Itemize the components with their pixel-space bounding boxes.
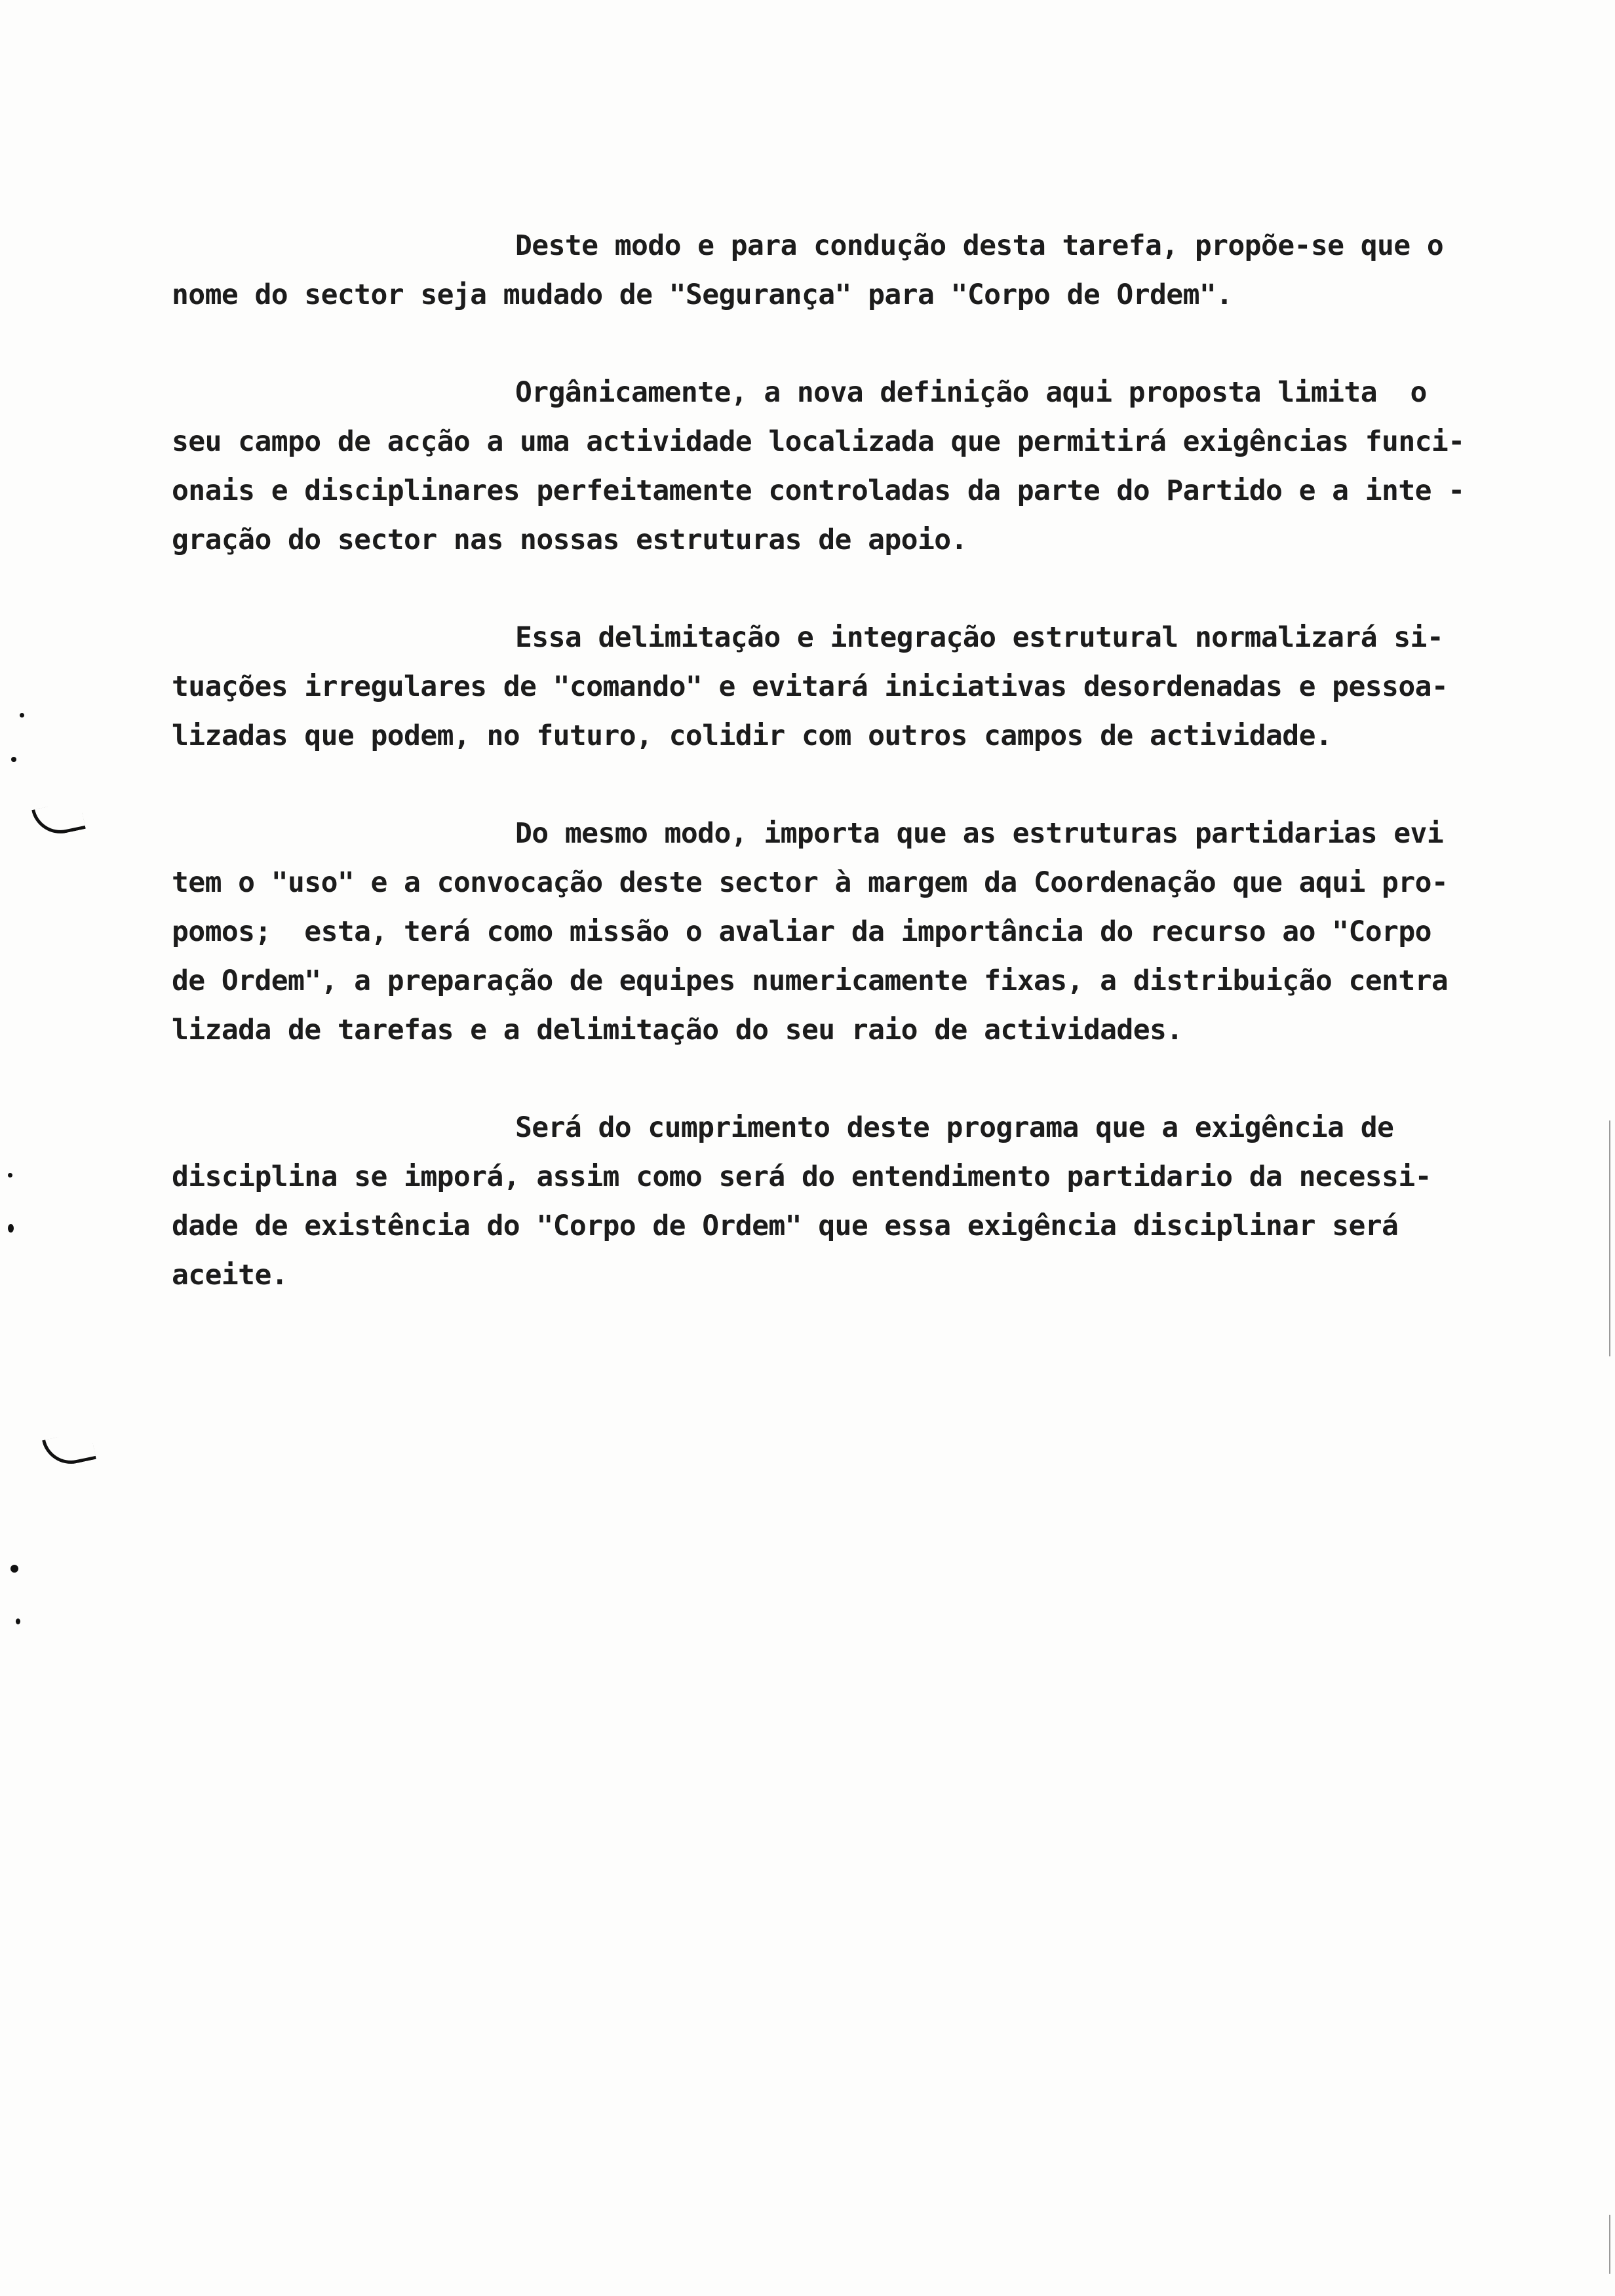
document-body — [172, 221, 1465, 1300]
text-line: dade de existência do "Corpo de Ordem" que essa exigência disciplinar será — [172, 1210, 1399, 1242]
margin-arc-mark — [42, 1430, 96, 1470]
text-line: gração do sector nas nossas estruturas de apoio. — [172, 524, 967, 556]
text-line: tuações irregulares de "comando" e evitará iniciativas desordenadas e pessoa- — [172, 670, 1449, 703]
margin-dot-mark — [20, 713, 24, 718]
text-line: Será do cumprimento deste programa que a exigência de — [515, 1111, 1394, 1144]
scan-edge-line — [1609, 2215, 1610, 2274]
paragraph — [172, 221, 1456, 320]
text-line: Essa delimitação e integração estrutural normalizará si- — [515, 621, 1444, 654]
margin-dot-mark — [8, 1224, 14, 1233]
text-line: de Ordem", a preparação de equipes numericamente fixas, a distribuição centra — [172, 965, 1449, 997]
margin-dot-mark — [8, 1173, 12, 1177]
paragraph — [172, 613, 1456, 761]
text-line: seu campo de acção a uma actividade localizada que permitirá exigências funci- — [172, 425, 1465, 458]
margin-dot-mark — [11, 757, 16, 762]
text-line: tem o "uso" e a convocação deste sector à margem da Coordenação que aqui pro- — [172, 866, 1449, 899]
text-line: aceite. — [172, 1259, 288, 1292]
scan-edge-line — [1609, 1120, 1610, 1356]
paragraph — [172, 1103, 1456, 1300]
text-line: onais e disciplinares perfeitamente controladas da parte do Partido e a inte - — [172, 474, 1465, 507]
margin-arc-mark — [31, 800, 86, 839]
margin-dot-mark — [10, 1565, 18, 1573]
text-line: Do mesmo modo, importa que as estruturas partidarias evi — [515, 817, 1444, 850]
text-line: nome do sector seja mudado de "Segurança" para "Corpo de Ordem". — [172, 278, 1233, 311]
text-line: Deste modo e para condução desta tarefa, propõe-se que o — [515, 229, 1444, 262]
text-line: disciplina se imporá, assim como será do entendimento partidario da necessi- — [172, 1160, 1431, 1193]
text-line: lizada de tarefas e a delimitação do seu raio de actividades. — [172, 1014, 1183, 1046]
paragraph — [172, 368, 1465, 565]
paragraph — [172, 809, 1456, 1055]
text-line: pomos; esta, terá como missão o avaliar da importância do recurso ao "Corpo — [172, 915, 1431, 948]
text-line: Orgânicamente, a nova definição aqui proposta limita o — [515, 376, 1427, 409]
margin-dot-mark — [16, 1618, 20, 1624]
text-line: lizadas que podem, no futuro, colidir com outros campos de actividade. — [172, 719, 1333, 752]
